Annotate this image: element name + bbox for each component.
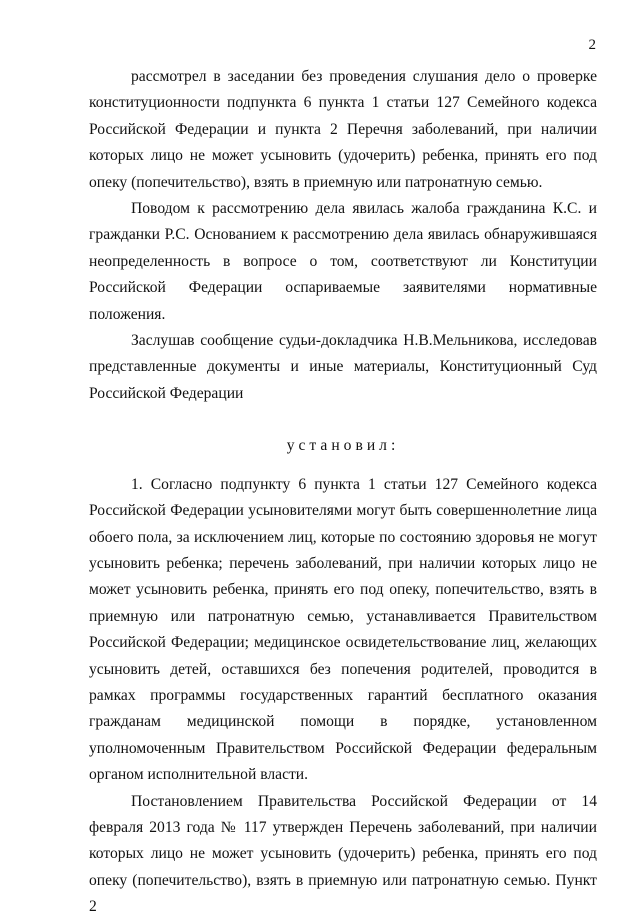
paragraph-intro: рассмотрел в заседании без проведения слушания дело о проверке конституционности подпункта 6 пункта 1 статьи 127 Семейного кодекса Российской Федерации и пункта 2 Перечня заболеваний, при наличии которых лицо не может усыновить (удочерить) ребенка, принять его под опеку (попечительство), взять в приемную или патронатную семью. xyxy=(89,68,597,191)
section-heading: установил: xyxy=(286,437,400,455)
paragraph-point-1: 1. Согласно подпункту 6 пункта 1 статьи 127 Семейного кодекса Российской Федерации усыновителями могут быть совершеннолетние лица обоего пола, за исключением лиц, которые по состоянию здоровья не могут усыновить ребенка; перечень заболеваний, при наличии которых лицо не может усыновить ребенка, принять его под опеку, попечительство, взять в приемную или патронатную семью, устанавливается Правительством Российской Федерации; медицинское освидетельствование лиц, желающих усыновить детей, оставшихся без попечения родителей, проводится в рамках программы государственных гарантий бесплатного оказания гражданам медицинской помощи в порядке, установленном уполномоченным Правительством Российской Федерации федеральным органом исполнительной власти. xyxy=(89,475,597,784)
paragraph-reason: Поводом к рассмотрению дела явилась жалоба гражданина К.С. и гражданки Р.С. Основанием к рассмотрению дела явилась обнаружившаяся неопределенность в вопросе о том, соответствуют ли Конституции Российской Федерации оспариваемые заявителями нормативные положения. xyxy=(89,200,597,323)
page-number: 2 xyxy=(588,37,596,53)
document-body xyxy=(89,64,597,921)
paragraph-hearing: Заслушав сообщение судьи-докладчика Н.В.Мельникова, исследовав представленные документы и иные материалы, Конституционный Суд Российской Федерации xyxy=(89,332,597,402)
paragraph-resolution: Постановлением Правительства Российской Федерации от 14 февраля 2013 года № 117 утвержден Перечень заболеваний, при наличии которых лицо не может усыновить (удочерить) ребенка, принять его под опеку (попечительство), взять в приемную или патронатную семью. Пункт 2 xyxy=(89,792,597,916)
